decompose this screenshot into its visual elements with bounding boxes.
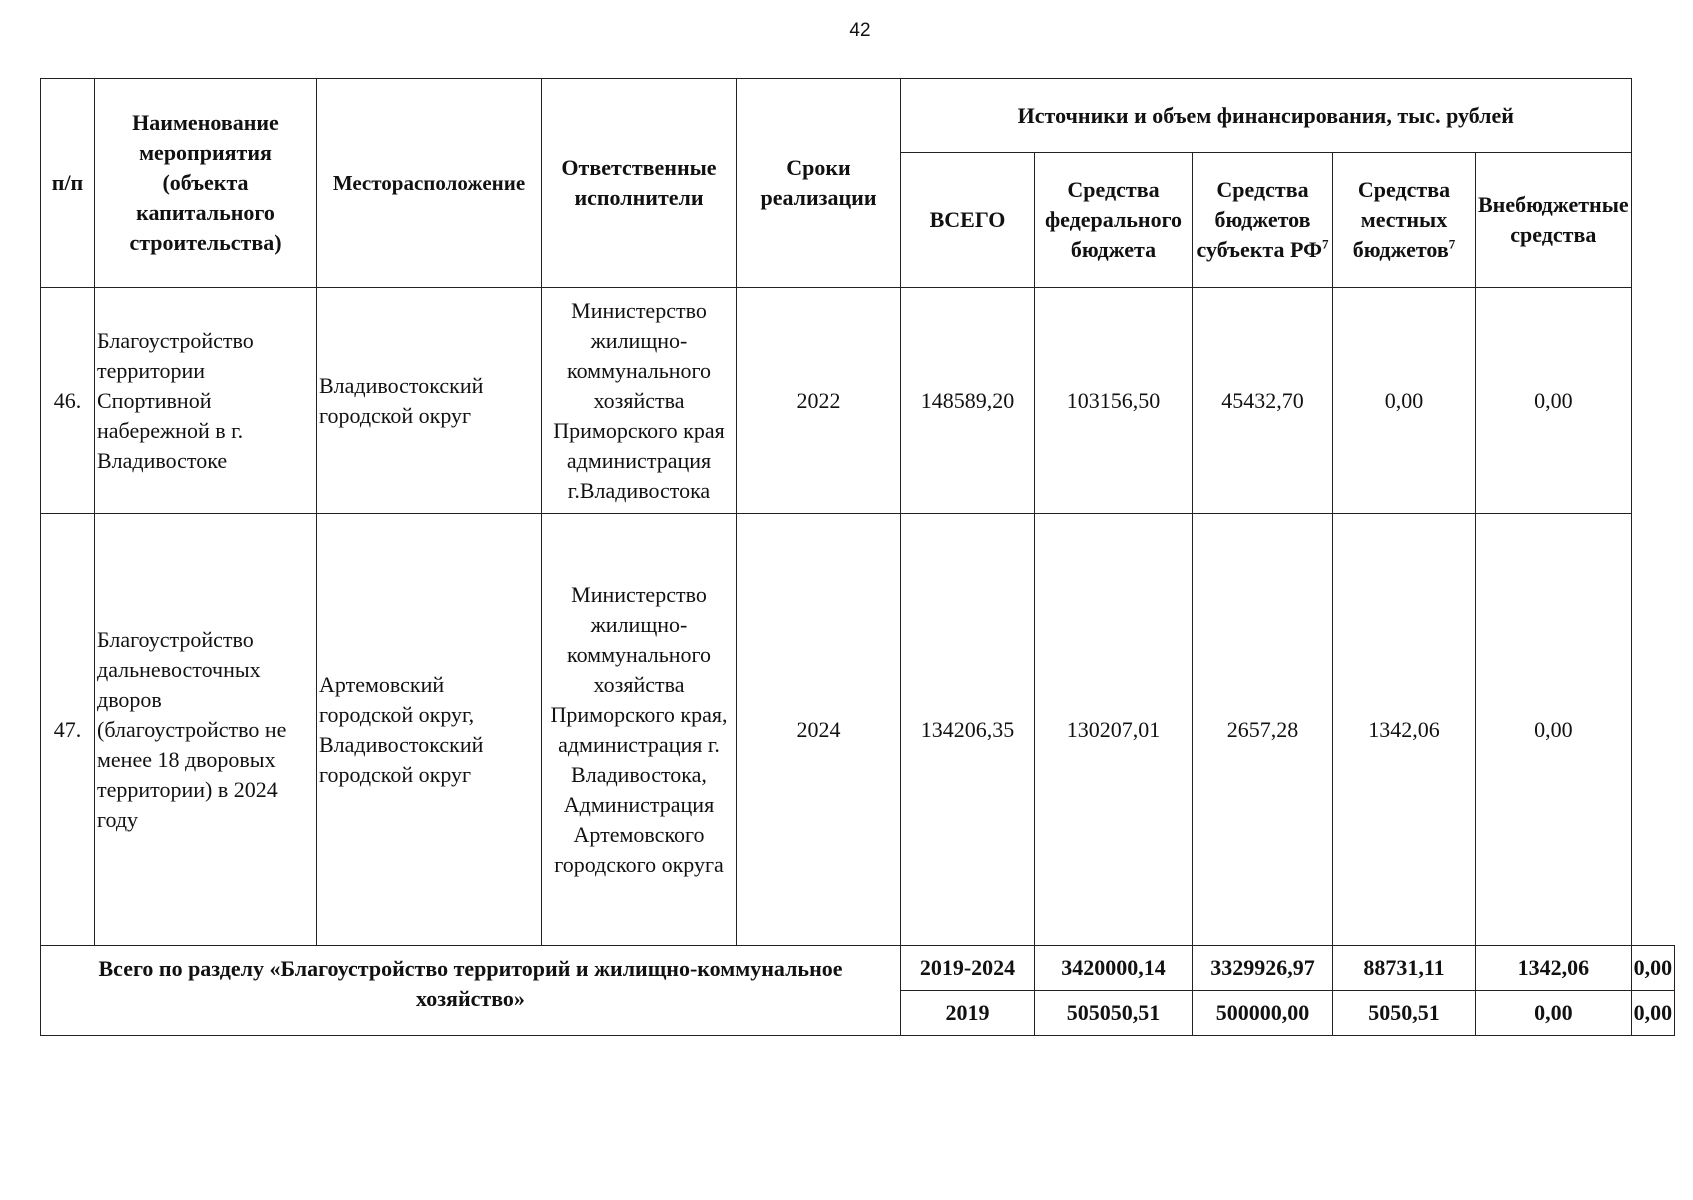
cell-local: 1342,06 — [1333, 514, 1476, 946]
table-row — [41, 514, 1675, 946]
header-sources-group: Источники и объем финансирования, тыс. рублей — [901, 79, 1632, 153]
totals-row — [41, 946, 1675, 991]
totals-local: 1342,06 — [1476, 946, 1632, 991]
cell-extra: 0,00 — [1476, 514, 1632, 946]
totals-subject: 88731,11 — [1333, 946, 1476, 991]
header-executors: Ответственные исполнители — [542, 79, 737, 288]
page-number: 42 — [849, 20, 871, 41]
totals-federal: 500000,00 — [1193, 991, 1333, 1036]
cell-executors: Министерство жилищно-коммунального хозяйства Приморского края, администрация г. Владивостока, Администрация Артемовского городского округа — [542, 514, 737, 946]
footnote-mark: 7 — [1321, 236, 1329, 252]
cell-name: Благоустройство территории Спортивной набережной в г. Владивостоке — [95, 288, 317, 514]
totals-local: 0,00 — [1476, 991, 1632, 1036]
cell-total: 134206,35 — [901, 514, 1035, 946]
totals-label: Всего по разделу «Благоустройство территорий и жилищно-коммунальное хозяйство» — [41, 946, 901, 1036]
cell-location: Артемовский городской округ, Владивостокский городской округ — [317, 514, 542, 946]
totals-total: 3420000,14 — [1035, 946, 1193, 991]
cell-num: 46. — [41, 288, 95, 514]
header-subject: Средства бюджетов субъекта $РФ^7$ — [1193, 153, 1333, 288]
cell-location: Владивостокский городской округ — [317, 288, 542, 514]
cell-local: 0,00 — [1333, 288, 1476, 514]
header-local: Средства местных бюджетов$^7$ — [1333, 153, 1476, 288]
totals-extra: 0,00 — [1631, 946, 1675, 991]
footnote-mark: 7 — [1448, 236, 1456, 252]
header-num: п/п — [41, 79, 95, 288]
cell-federal: 103156,50 — [1035, 288, 1193, 514]
totals-period: 2019-2024 — [901, 946, 1035, 991]
header-total: ВСЕГО — [901, 153, 1035, 288]
totals-federal: 3329926,97 — [1193, 946, 1333, 991]
totals-total: 505050,51 — [1035, 991, 1193, 1036]
financing-table — [40, 78, 1675, 1036]
cell-total: 148589,20 — [901, 288, 1035, 514]
table-row — [41, 288, 1675, 514]
cell-num: 47. — [41, 514, 95, 946]
header-period: Сроки реализации — [737, 79, 901, 288]
header-extra: Внебюджетные средства — [1476, 153, 1632, 288]
totals-extra: 0,00 — [1631, 991, 1675, 1036]
cell-name: Благоустройство дальневосточных дворов (благоустройство не менее 18 дворовых территории) в 2024 году — [95, 514, 317, 946]
totals-period: 2019 — [901, 991, 1035, 1036]
cell-federal: 130207,01 — [1035, 514, 1193, 946]
cell-period: 2022 — [737, 288, 901, 514]
header-location: Месторасположение — [317, 79, 542, 288]
header-federal: Средства федерального бюджета — [1035, 153, 1193, 288]
cell-subject: 2657,28 — [1193, 514, 1333, 946]
cell-extra: 0,00 — [1476, 288, 1632, 514]
cell-period: 2024 — [737, 514, 901, 946]
header-name: Наименование мероприятия (объекта капитального строительства) — [95, 79, 317, 288]
cell-executors: Министерство жилищно-коммунального хозяйства Приморского края администрация г.Владивостока — [542, 288, 737, 514]
cell-subject: 45432,70 — [1193, 288, 1333, 514]
totals-subject: 5050,51 — [1333, 991, 1476, 1036]
